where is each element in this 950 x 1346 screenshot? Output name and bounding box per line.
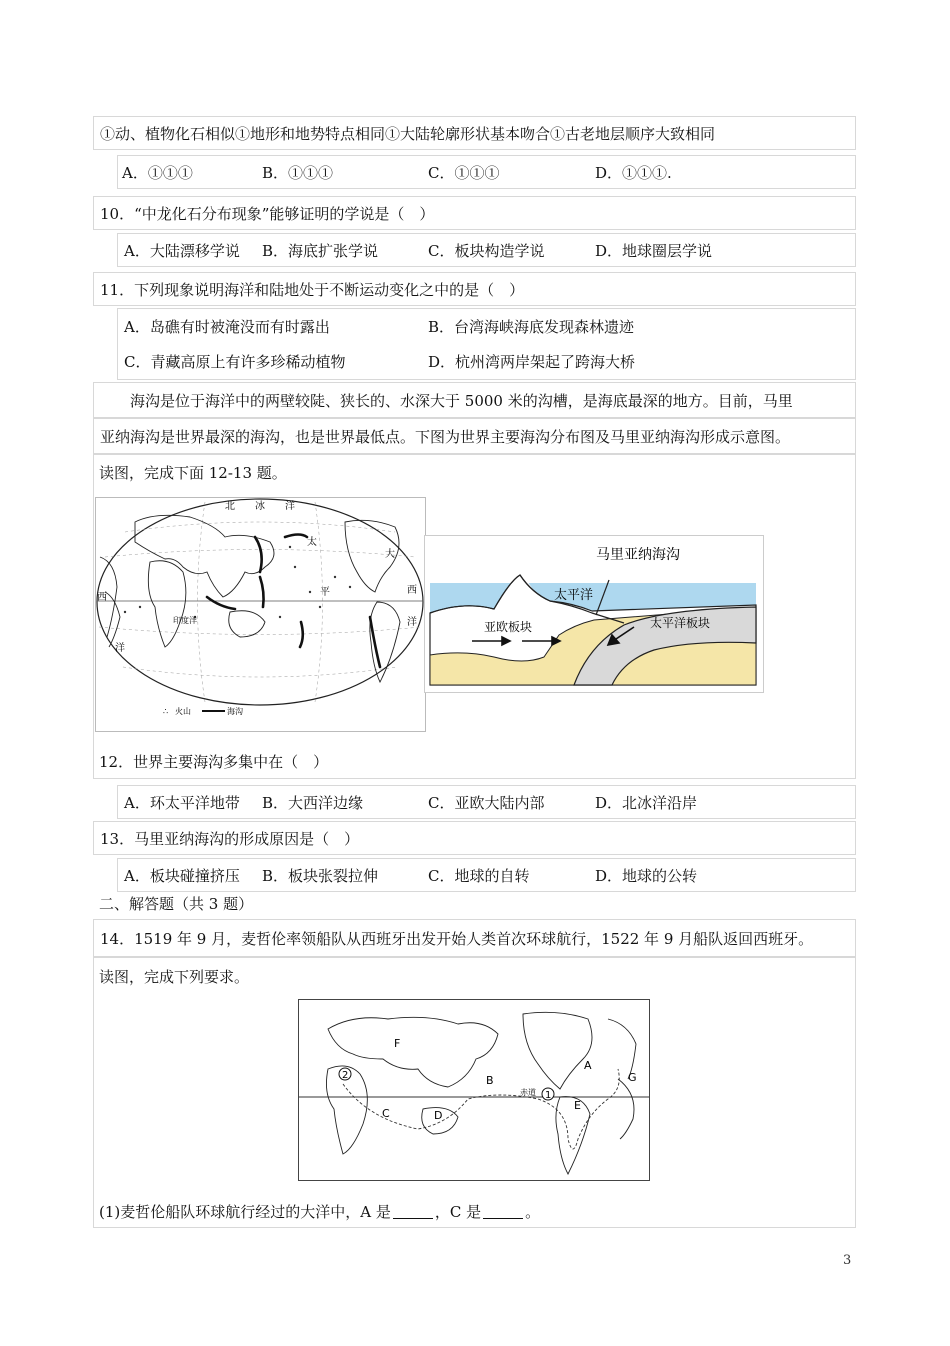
q14-read: 读图，完成下列要求。 [99, 968, 250, 986]
q10-option-d: D．地球圈层学说 [595, 241, 713, 260]
legend-volcano-symbol: ∴ [163, 707, 169, 716]
q10-options [117, 233, 856, 267]
q9-option-a: A．①①① [122, 163, 193, 182]
map1-label-tai: 太 [307, 537, 317, 548]
section-2-heading [93, 886, 856, 920]
marker-2-label: 2 [342, 1070, 349, 1081]
q12-option-d: D．北冰洋沿岸 [595, 793, 698, 812]
answer-blank-c[interactable] [483, 1204, 523, 1219]
route-map-border [299, 1000, 650, 1181]
q9-options [117, 155, 856, 189]
passage-line-2 [93, 418, 856, 454]
legend-volcano-label: 火山 [175, 707, 191, 716]
q14-sub1-part-c: 。 [525, 1202, 541, 1221]
q14-stem-text: 14．1519 年 9 月，麦哲伦率领船队从西班牙出发开始人类首次环球航行，1522 年 9 月船队返回西班牙。 [100, 929, 814, 948]
route-label-g: G [628, 1071, 637, 1084]
map1-label-indian-ocean: 印度洋 [173, 616, 197, 625]
page-number: 3 [843, 1253, 852, 1268]
q9-option-b: B．①①① [262, 163, 334, 182]
q9-stem [93, 116, 856, 150]
route-label-equator: 赤道 [520, 1088, 536, 1097]
passage-line-2-text: 亚纳海沟是世界最深的海沟，也是世界最低点。下图为世界主要海沟分布图及马里亚纳海沟形成示意图。 [100, 427, 791, 446]
marker-1-label: 1 [545, 1090, 552, 1101]
q10-option-a: A．大陆漂移学说 [124, 241, 240, 260]
route-label-c: C [382, 1107, 390, 1120]
q11-stem-text: 11．下列现象说明海洋和陆地处于不断运动变化之中的是（ ） [100, 280, 525, 299]
map1-label-yang-1: 洋 [285, 501, 295, 512]
q10-stem [93, 196, 856, 230]
q12-options [117, 785, 856, 819]
globe-outline [97, 499, 423, 705]
map1-label-xi-right: 西 [407, 585, 417, 596]
diagram-eurasian-plate-label: 亚欧板块 [484, 620, 533, 634]
map1-label-xi-left: 西 [97, 592, 107, 603]
map1-label-yang-right: 洋 [407, 617, 417, 628]
q11-option-c: C．青藏高原上有许多珍稀动植物 [124, 352, 346, 371]
map1-label-bei: 北 [225, 501, 235, 512]
diagram-title: 马里亚纳海沟 [596, 547, 680, 563]
route-label-b: B [486, 1074, 494, 1087]
route-label-f: F [394, 1037, 401, 1050]
q11-option-a: A．岛礁有时被淹没而有时露出 [124, 317, 330, 336]
q10-option-c: C．板块构造学说 [428, 241, 545, 260]
passage-line-1 [93, 382, 856, 418]
q11-options [117, 308, 856, 380]
q14-sub1-part-b: ，C 是 [434, 1202, 482, 1221]
q9-stem-text: ①动、植物化石相似①地形和地势特点相同①大陆轮廓形状基本吻合①古老地层顺序大致相同 [100, 124, 716, 143]
mariana-diagram [424, 535, 764, 693]
q10-option-b: B．海底扩张学说 [262, 241, 379, 260]
q11-stem [93, 272, 856, 306]
q14-sub1-part-a: (1)麦哲伦船队环球航行经过的大洋中，A 是 [99, 1202, 391, 1221]
answer-blank-a[interactable] [393, 1204, 433, 1219]
map1-label-ping: 平 [320, 587, 330, 598]
q12-option-c: C．亚欧大陆内部 [428, 793, 545, 812]
q12-option-a: A．环太平洋地带 [124, 793, 240, 812]
world-trench-map [95, 497, 426, 732]
q9-option-c: C．①①① [428, 163, 500, 182]
q12-stem [93, 743, 856, 779]
passage-line-3: 读图，完成下面 12-13 题。 [99, 464, 287, 482]
q13-option-d: D．地球的公转 [595, 866, 698, 885]
legend-trench-label: 海沟 [227, 707, 243, 716]
map1-label-da: 大 [385, 549, 395, 560]
q13-option-a: A．板块碰撞挤压 [124, 866, 240, 885]
q11-option-d: D．杭州湾两岸架起了跨海大桥 [428, 352, 636, 371]
q9-option-d: D．①①①. [595, 163, 672, 182]
diagram-pacific-plate-label: 太平洋板块 [650, 616, 711, 630]
section-2-heading-text: 二、解答题（共 3 题） [99, 894, 254, 913]
q10-stem-text: 10．“中龙化石分布现象”能够证明的学说是（ ） [100, 204, 435, 223]
map1-label-yang-left: 洋 [115, 643, 125, 654]
q11-option-b: B．台湾海峡海底发现森林遗迹 [428, 317, 635, 336]
q13-stem-text: 13．马里亚纳海沟的形成原因是（ ） [100, 829, 360, 848]
q13-option-b: B．板块张裂拉伸 [262, 866, 379, 885]
q12-stem-text: 12．世界主要海沟多集中在（ ） [99, 752, 329, 771]
q12-option-b: B．大西洋边缘 [262, 793, 364, 812]
map1-label-bing: 冰 [255, 501, 265, 512]
q13-option-c: C．地球的自转 [428, 866, 530, 885]
q13-stem [93, 821, 856, 855]
diagram-pacific-ocean-label: 太平洋 [554, 588, 594, 603]
q14-stem [93, 919, 856, 957]
route-label-e: E [574, 1099, 581, 1112]
route-label-d: D [434, 1109, 443, 1122]
route-label-a: A [584, 1059, 592, 1072]
q14-sub1 [93, 1194, 856, 1228]
passage-line-1-text: 海沟是位于海洋中的两壁较陡、狭长的、水深大于 5000 米的沟槽，是海底最深的地方。目前，马里 [130, 391, 793, 410]
magellan-route-map [298, 999, 650, 1181]
